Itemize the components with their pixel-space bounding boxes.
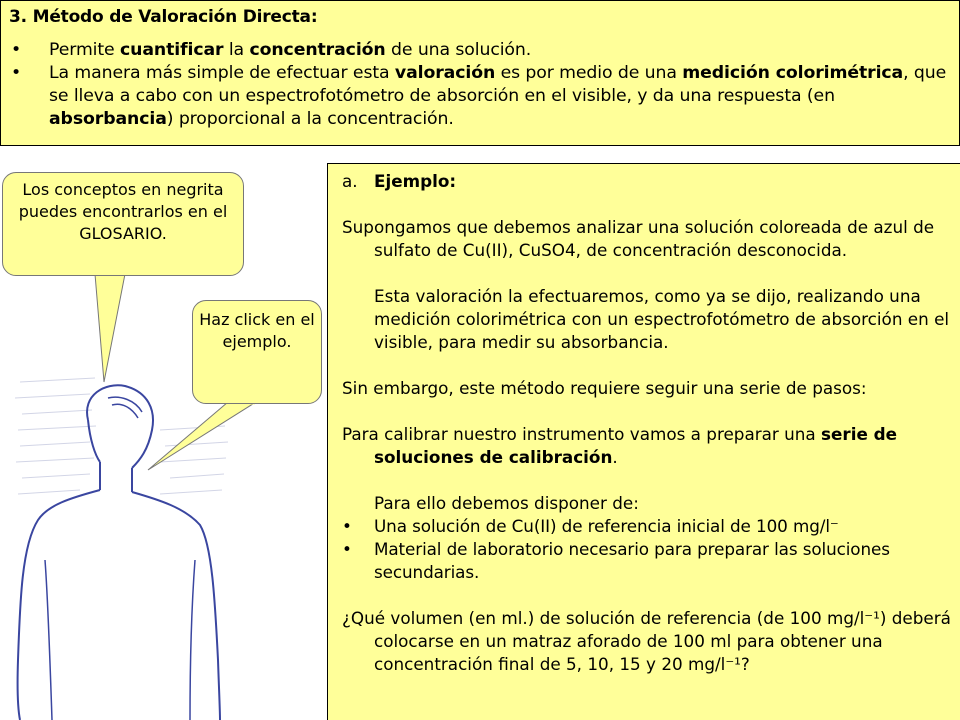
- glossary-term-cuantificar[interactable]: cuantificar: [119, 40, 224, 60]
- example-paragraph: Sin embargo, este método requiere seguir una serie de pasos:: [342, 378, 867, 398]
- example-heading[interactable]: a. Ejemplo:: [342, 171, 457, 191]
- bullet-colorimetric: • La manera más simple de efectuar esta valoración es por medio de una medición colorimétrica, que se lleva a cabo con un espectrofotómetro de absorción en el visible, y da una respuesta (en absorbancia) proporcional a la concentración.: [9, 62, 949, 131]
- bullet-quantify: • Permite cuantificar la concentración de una solución.: [9, 39, 949, 62]
- glossary-hint-text: Los conceptos en negrita puedes encontrarlos en el GLOSARIO.: [18, 180, 228, 243]
- list-item: • Una solución de Cu(II) de referencia inicial de 100 mg/l⁻: [342, 515, 952, 538]
- click-example-text: Haz click en el ejemplo.: [199, 310, 315, 351]
- example-paragraph: Esta valoración la efectuaremos, como ya se dijo, realizando una medición colorimétrica con un espectrofotómetro de absorción en el visible, para medir su absorbancia.: [374, 286, 950, 352]
- glossary-hint-bubble: [2, 172, 244, 276]
- example-label: a.: [342, 171, 358, 191]
- glossary-term-medicion-colorimetrica[interactable]: medición colorimétrica: [682, 63, 904, 83]
- example-panel[interactable]: [327, 163, 960, 720]
- click-example-bubble: [192, 300, 322, 404]
- glossary-term-concentracion[interactable]: concentración: [249, 40, 386, 60]
- section-heading: 3. Método de Valoración Directa:: [9, 7, 318, 27]
- question-paragraph: ¿Qué volumen (en ml.) de solución de referencia (de 100 mg/l⁻¹) deberá colocarse en un matraz aforado de 100 ml para obtener una concentración final de 5, 10, 15 y 20 mg/l⁻¹?: [342, 608, 951, 674]
- glossary-term-valoracion[interactable]: valoración: [394, 63, 496, 83]
- list-item: • Material de laboratorio necesario para preparar las soluciones secundarias.: [342, 538, 952, 584]
- calibration-paragraph: Para calibrar nuestro instrumento vamos a preparar una serie de soluciones de calibración.: [342, 424, 898, 467]
- glossary-term-absorbancia[interactable]: absorbancia: [49, 109, 167, 129]
- example-paragraph: Para ello debemos disponer de:: [374, 493, 639, 513]
- requirements-list: [342, 515, 952, 584]
- example-paragraph: Supongamos que debemos analizar una solución coloreada de azul de sulfato de Cu(II), CuSO4, de concentración desconocida.: [342, 217, 935, 260]
- glossary-term-serie-calibracion[interactable]: serie de soluciones de calibración: [374, 424, 898, 467]
